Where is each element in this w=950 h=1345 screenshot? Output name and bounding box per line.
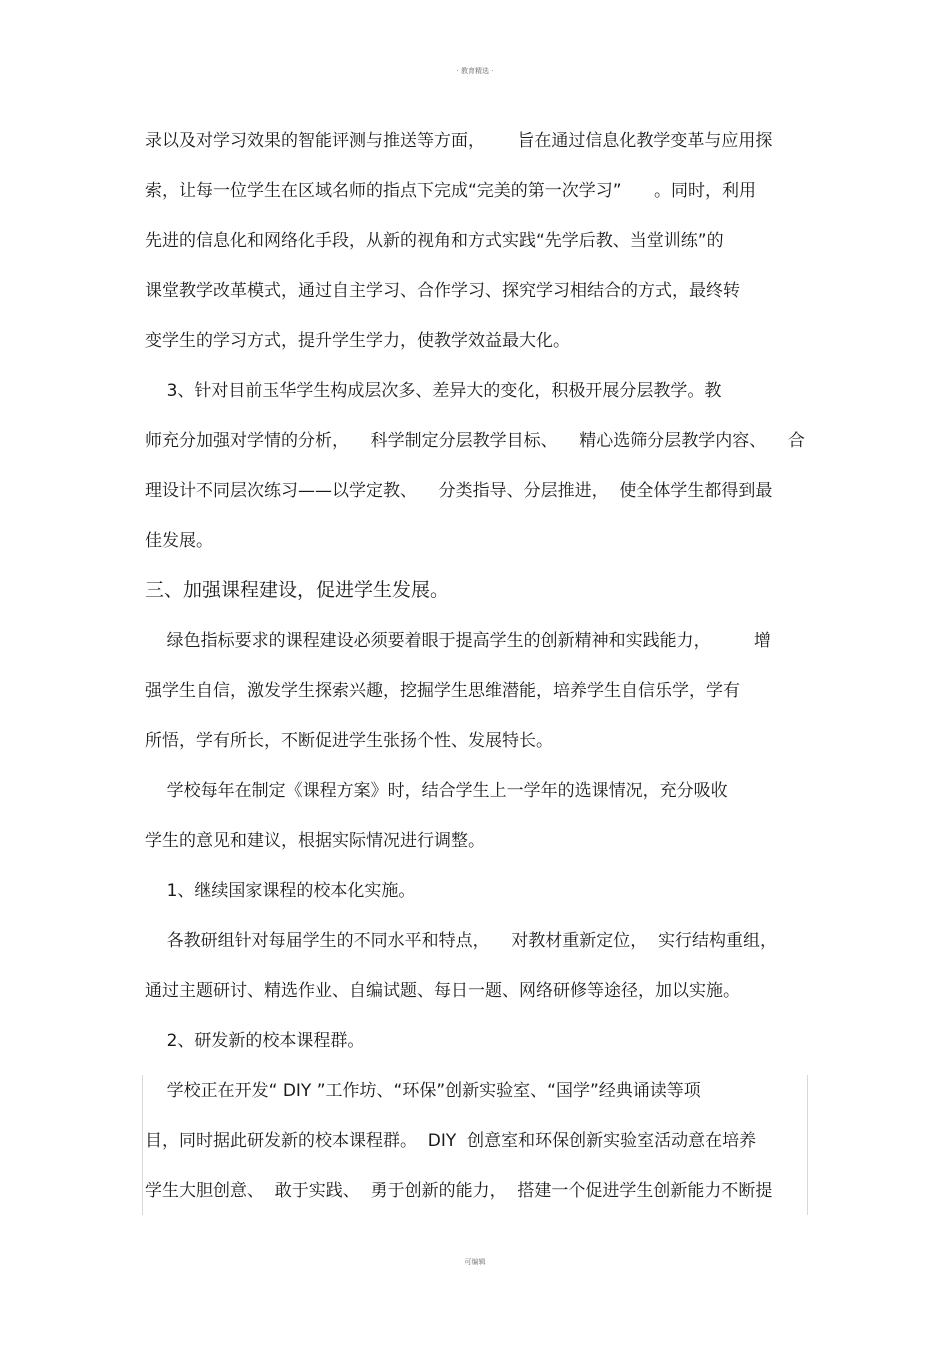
paragraph-line: 索，让每一位学生在区域名师的指点下完成“完美的第一次学习” 。同时，利用 [145, 181, 757, 201]
paragraph-line: 所悟，学有所长，不断促进学生张扬个性、发展特长。 [145, 731, 553, 751]
paragraph-line: 各教研组针对每届学生的不同水平和特点， 对教材重新定位， 实行结构重组， [145, 931, 778, 951]
paragraph-line: 3、针对目前玉华学生构成层次多、差异大的变化，积极开展分层教学。教 [145, 381, 722, 401]
paragraph-line: 学生大胆创意、 敢于实践、 勇于创新的能力， 搭建一个促进学生创新能力不断提 [145, 1181, 773, 1201]
paragraph-line: 先进的信息化和网络化手段，从新的视角和方式实践“先学后教、当堂训练”的 [145, 231, 724, 251]
subheading-line: 2、研发新的校本课程群。 [145, 1031, 365, 1051]
paragraph-line: 师充分加强对学情的分析， 科学制定分层教学目标、 精心选筛分层教学内容、 合 [145, 431, 805, 451]
paragraph-line: 学校每年在制定《课程方案》时，结合学生上一学年的选课情况，充分吸收 [145, 781, 728, 801]
paragraph-line: 录以及对学习效果的智能评测与推送等方面， 旨在通过信息化教学变革与应用探 [145, 131, 773, 151]
paragraph-line: 目，同时据此研发新的校本课程群。 DIY 创意室和环保创新实验室活动意在培养 [145, 1131, 757, 1151]
paragraph-line: 变学生的学习方式，提升学生学力，使教学效益最大化。 [145, 331, 570, 351]
paragraph-line: 强学生自信，激发学生探索兴趣，挖掘学生思维潜能，培养学生自信乐学，学有 [145, 681, 740, 701]
section-heading: 三、加强课程建设，促进学生发展。 [145, 579, 450, 601]
page-footer: 可编辑 [464, 1258, 486, 1266]
paragraph-line: 绿色指标要求的课程建设必须要着眼于提高学生的创新精神和实践能力， 增 [145, 631, 771, 651]
subheading-line: 1、继续国家课程的校本化实施。 [145, 881, 416, 901]
paragraph-line: 学生的意见和建议，根据实际情况进行调整。 [145, 831, 485, 851]
paragraph-line: 学校正在开发“ DIY ”工作坊、“环保”创新实验室、“国学”经典诵读等项 [145, 1081, 701, 1101]
paragraph-line: 佳发展。 [145, 531, 213, 551]
paragraph-line: 理设计不同层次练习——以学定教、 分类指导、分层推进， 使全体学生都得到最 [145, 481, 773, 501]
paragraph-line: 课堂教学改革模式，通过自主学习、合作学习、探究学习相结合的方式，最终转 [145, 281, 740, 301]
paragraph-line: 通过主题研讨、精选作业、自编试题、每日一题、网络研修等途径，加以实施。 [145, 981, 740, 1001]
page-header: · 教育精选 · [456, 67, 494, 75]
